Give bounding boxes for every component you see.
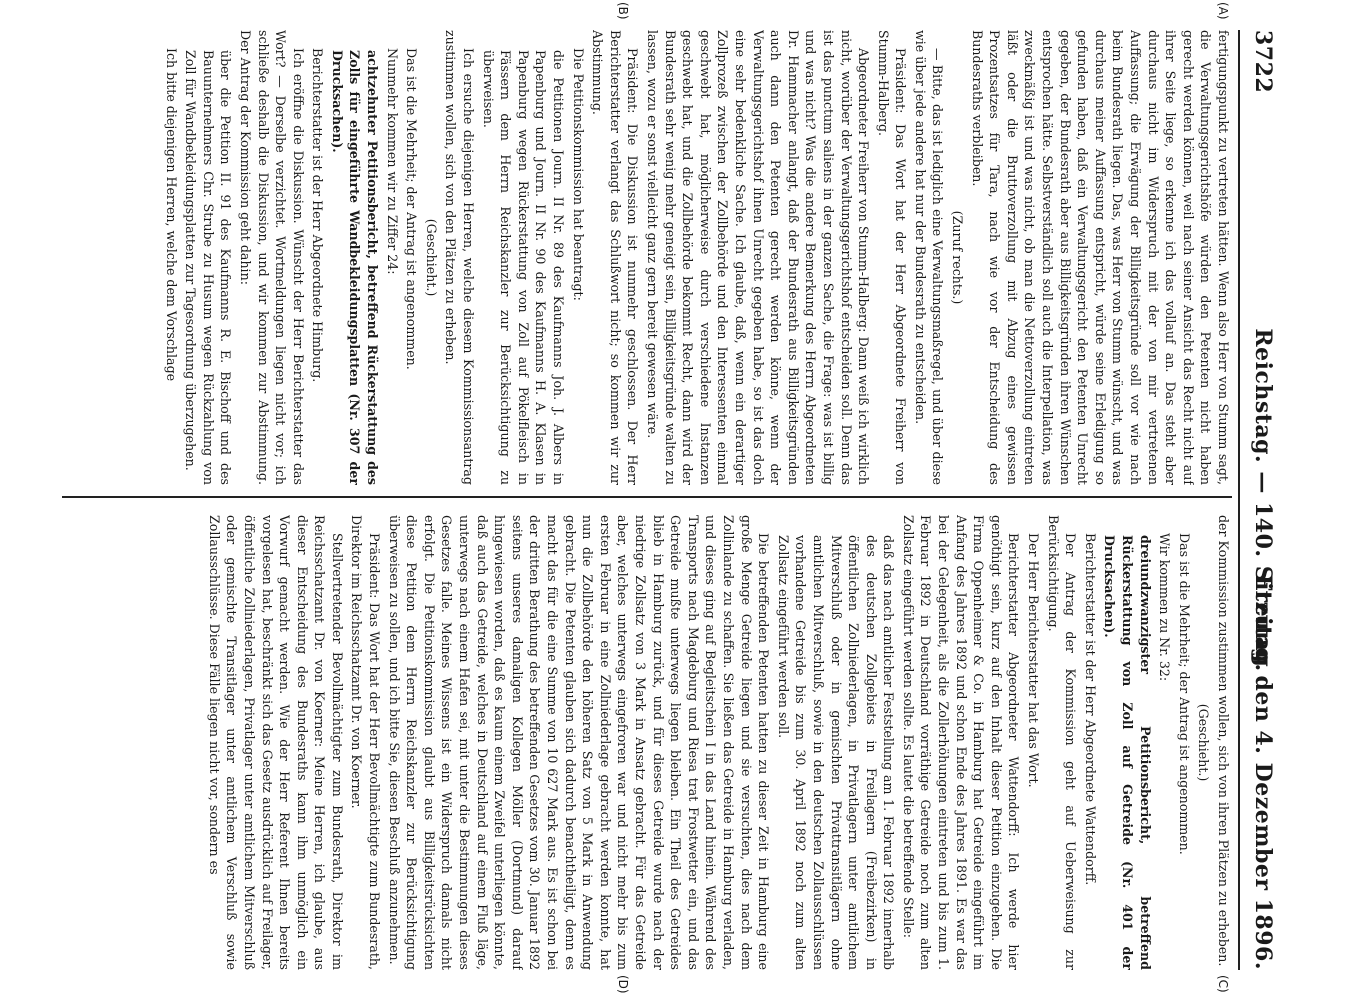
paragraph: Ich bitte diejenigen Herren, welche dem Vorschlage <box>163 48 179 382</box>
header-rule <box>1238 30 1240 970</box>
paragraph: Ich eröffne die Diskussion. Wünscht der Herr Berichterstatter das Wort? — Derselbe verzichtet. Wortmeldungen liegen nicht vor; ich schließe deshalb die Diskussion, und wir kommen zur Abstimmung. Der Antrag der Kommission geht dahin: <box>237 30 306 485</box>
paragraph: Berichterstatter ist der Herr Abgeordnete Himburg. <box>310 48 326 383</box>
paragraph: fertigungspunkt zu vertreten hätten. Wenn also Herr von Stumm sagt, die Verwaltungsgerichtshöfe würden den Petenten nicht haben gerecht werden können, weil nach seiner Ansicht das Recht nicht auf ihrer Seite liege, so erkenne ich das vollauf an. Das steht aber durchaus nicht im Widerspruch mit der von mir vertretenen Auffassung; die Erwägung der Billigkeitsgründe soll vor wie nach beim Bundesrath liegen. Das, was Herr von Stumm wünscht, und was durchaus meiner Auffassung entspricht, würde seine Erledigung so gefunden haben, daß ein Verwaltungsgericht den Petenten Unrecht gegeben, der Bundesrath aber aus Billigkeitsgründen ihren Wünschen entsprochen hätte. Selbstverständlich soll auch die Interpellation, was zweckmäßig ist und was nicht, ob man die Nettoverzollung eintreten läßt oder die Bruttoverzollung mit Abzug eines gewissen Prozentsatzes für Tara, nach wie vor der Entscheidung des Bundesraths verbleiben. <box>969 30 1231 485</box>
paragraph: (Geschieht.) <box>1196 703 1212 782</box>
paragraph: — Bitte, das ist lediglich eine Verwaltungsmaßregel, und über diese wie über jede andere hat nur der Bundesrath zu entscheiden. <box>912 30 946 485</box>
paragraph: (Zuruf rechts.) <box>950 210 966 305</box>
paragraph: Wir kommen zu Nr. 32: <box>1157 533 1173 682</box>
paragraph: Ich ersuche diejenigen Herren, welche diesem Kommissionsantrag zustimmen wollen, sich von den Plätzen zu erheben. <box>443 30 477 485</box>
paragraph: Berichterstatter ist der Herr Abgeordnete Wattendorff. <box>1082 533 1098 886</box>
paragraph: Abgeordneter Freiherr von Stumm-Halberg: Dann weiß ich wirklich nicht, worüber der Verwaltungsgerichtshof entscheiden soll. Denn das ist das punctum saliens in der ganzen Sache, die Frage: was ist billig und was nicht? Was die andere Bemerkung des Herrn Abgeordneten Dr. Hammacher anlangt, daß der Bundesrath aus Billigkeitsgründen auch dann den Petenten gerecht werden könne, wenn der Verwaltungsgerichtshof ihnen Unrecht gegeben habe, so ist das doch eine sehr bedenkliche Sache. Ich glaube, daß, wenn ein derartiger Zollprozeß zwischen der Zollbehörde und den Interessenten einmal geschwebt hat, möglicherweise durch verschiedene Instanzen geschwebt hat, und die Zollbehörde bekommt Recht, dann wird der Bundesrath sehr wenig mehr geneigt sein, Billigkeitsgründe walten zu lassen, wozu er sonst vielleicht ganz gern bereit gewesen wäre. <box>645 30 872 485</box>
paragraph: die Petitionen Journ. II Nr. 89 des Kaufmanns Joh. J. Albers in Papenburg und Journ. II Nr. 90 des Kaufmanns H. A. Klasen in Papenburg wegen Rückerstattung von Zoll auf Pökelfleisch in Fässern dem Herrn Reichskanzler zur Berücksichtigung zu überweisen. <box>480 50 567 485</box>
paragraph: dreiundzwanzigster Petitionsbericht, betreffend Rückerstattung von Zoll auf Getreide (Nr. 401 der Drucksachen). <box>1102 535 1153 970</box>
page-date: Freitag den 4. Dezember 1896. <box>1250 574 1276 970</box>
margin-label-d: (D) <box>616 975 630 994</box>
paragraph: Nunmehr kommen wir zu Ziffer 24: <box>384 48 400 275</box>
column-divider <box>62 496 1232 498</box>
paragraph: über die Petition II. 91 des Kaufmanns R. E. Bischoff und des Bauunternehmers Chr. Strube zu Husum wegen Rückzahlung von Zoll für Wandbekleidungsplatten zur Tagesordnung überzugehen. <box>183 50 234 485</box>
paragraph: Das ist die Mehrheit; der Antrag ist angenommen. <box>404 48 420 370</box>
page-title: Reichstag. — 140. Sitzung. <box>1250 328 1276 672</box>
margin-label-b: (B) <box>616 2 630 20</box>
paragraph: Der Antrag der Kommission geht auf Ueberweisung zur Berücksichtigung. <box>1045 515 1079 970</box>
margin-label-c: (C) <box>1216 975 1230 993</box>
page-header <box>1242 30 1282 970</box>
paragraph: Präsident: Die Diskussion ist nunmehr geschlossen. Der Herr Berichterstatter verlangt das Schlußwort nicht; so kommen wir zur Abstimmung. <box>590 30 641 485</box>
paragraph: daß das nach amtlicher Feststellung am 1. Februar 1892 innerhalb des deutschen Zollgebiets in Freilagern (Freibezirken) in öffentlichen Zollniederlagen, in Privatlagern unter amtlichem Mitverschluß oder in gemischten Privattransitlägern ohne amtlichen Mitverschluß, sowie in den deutschen Zollausschlüssen vorhandene Getreide bis zum 30. April 1892 noch zum alten Zollsatz eingeführt werden soll. <box>775 535 897 970</box>
paragraph: Stellvertretender Bevollmächtigter zum Bundesrath, Direktor im Reichsschatzamt Dr. von Koerner: Meine Herren, ich glaube, aus dieser Entscheidung des Bundesraths kann ihm unmöglich ein Vorwurf gemacht werden. Wie der Herr Referent Ihnen bereits vorgelesen hat, beschränkt sich das Gesetz ausdrücklich auf Freilager, öffentliche Zollniederlagen, Privatlager unter amtlichem Mitverschluß oder gemischte Transitlager unter amtlichem Verschluß sowie Zollausschlüsse. Diese Fälle liegen nicht vor, sondern es <box>206 515 345 970</box>
paragraph: der Kommission zustimmen wollen, sich von ihren Plätzen zu erheben. <box>1216 515 1231 967</box>
paragraph: Die betreffenden Petenten hatten zu dieser Zeit in Hamburg eine große Menge Getreide liegen und sie versuchten, dies nach dem Zollinlande zu schaffen. Sie ließen das Getreide in Hamburg verladen, und dieses ging auf Begleitschein I in das Land hinein. Während des Transports nach Magdeburg und Riesa trat Frostwetter ein, und das Getreide mußte unterwegs liegen bleiben. Ein Theil des Getreides blieb in Hamburg zurück, und für dieses Getreide wurde nach der niedrige Zollsatz von 3 Mark in Ansatz gebracht. Für das Getreide aber, welches unterwegs eingefroren war und nicht mehr bis zum ersten Februar in eine Zollniederlage gebracht werden konnte, hat nun die Zollbehörde den höheren Satz von 5 Mark in Anwendung gebracht. Die Petenten glauben sich dadurch benachtheiligt, denn es macht das für die eine Summe von 10 627 Mark aus. Es ist schon bei der dritten Berathung des betreffenden Gesetzes vom 30. Januar 1892 seitens unseres damaligen Kollegen Möller (Dortmund) darauf hingewiesen worden, daß es kaum einem Zweifel unterliegen könnte, daß auch das Getreide, welches in Deutschland auf einem Fluß läge, unterwegs nach einem Hafen sei, mit unter die Bestimmungen dieses Gesetzes falle. Meines Wissens ist ein Widerspruch damals nicht erfolgt. Die Petitionskommission glaubt aus Billigkeitsrücksichten diese Petition dem Herrn Reichskanzler zur Berücksichtigung überweisen zu sollen, und ich bitte Sie, diesen Beschluß anzunehmen. <box>386 515 772 970</box>
paragraph: Präsident: Das Wort hat der Herr Abgeordnete Freiherr von Stumm-Halberg. <box>875 30 909 485</box>
paragraph: Präsident: Das Wort hat der Herr Bevollmächtigte zum Bundesrath, Direktor im Reichsschatzamt Dr. von Koerner. <box>349 515 383 970</box>
right-column <box>62 515 1232 970</box>
left-column <box>62 30 1232 485</box>
page-number: 3722 <box>1250 30 1276 94</box>
paragraph: achtzehnter Petitionsbericht, betreffend Rückerstattung des Zolls für eingeführte Wandbekleidungsplatten (Nr. 307 der Drucksachen). <box>329 50 381 485</box>
paragraph: Die Petitionskommission hat beantragt: <box>570 48 586 301</box>
paragraph: Berichterstatter Abgeordneter Wattendorff: Ich werde hier genöthigt sein, kurz auf den Inhalt dieser Petition einzugehen. Die Firma Oppenheimer & Co. in Hamburg hat Getreide eingeführt im Anfang des Jahres 1892 und schon Ende des Jahres 1891. Es war das bei der Gelegenheit, als die Zollerhöhungen eintreten und bis zum 1. Februar 1892 in Deutschland vorräthige Getreide noch zum alten Zollsatz eingeführt werden sollte. Es lautet die betreffende Stelle: <box>900 515 1022 970</box>
paragraph: Das ist die Mehrheit; der Antrag ist angenommen. <box>1176 533 1192 855</box>
paragraph: (Geschieht.) <box>423 218 439 297</box>
margin-label-a: (A) <box>1216 2 1230 20</box>
paragraph: Der Herr Berichterstatter hat das Wort. <box>1026 533 1042 788</box>
